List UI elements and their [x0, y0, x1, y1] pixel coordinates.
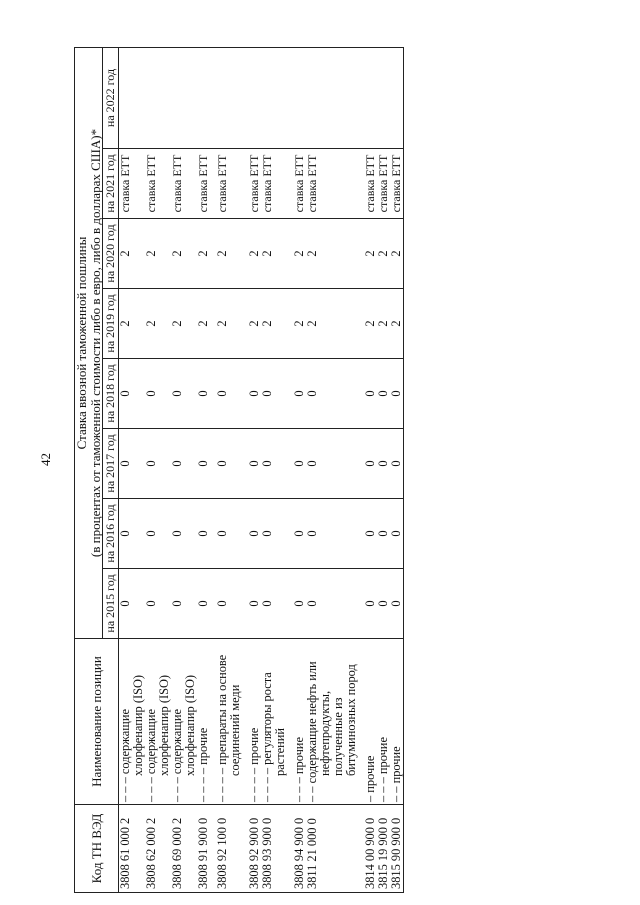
- rate-cell: 2: [118, 289, 145, 359]
- tariff-table: [74, 47, 404, 893]
- rate-cell: 0: [171, 359, 197, 429]
- rate-cell: 2: [293, 289, 306, 359]
- position-name-text: – – прочие: [389, 746, 404, 802]
- tn-ved-code: 3814 00 900 0: [364, 805, 377, 893]
- rate-cell: [197, 47, 210, 148]
- rate-cell: 0: [377, 429, 390, 499]
- tn-ved-code: 3815 19 900 0: [377, 805, 390, 893]
- rate-cell: 2: [293, 219, 306, 289]
- tn-ved-code: 3808 61 000 2: [118, 805, 145, 893]
- rate-cell: 2: [377, 289, 390, 359]
- table-row: [118, 47, 145, 892]
- rate-cell: 2: [145, 219, 171, 289]
- rate-cell: [145, 47, 171, 148]
- rate-cell: 0: [293, 569, 306, 639]
- rate-cell: 0: [248, 429, 261, 499]
- rate-cell: ставка ЕТТ: [364, 149, 377, 219]
- rate-cell: 0: [248, 569, 261, 639]
- rate-cell: ставка ЕТТ: [293, 149, 306, 219]
- position-name: [306, 639, 358, 805]
- rate-cell: [293, 47, 306, 148]
- rate-cell: 0: [306, 359, 358, 429]
- rate-cell: 2: [197, 219, 210, 289]
- rate-cell: 2: [248, 289, 261, 359]
- header-code: Код ТН ВЭД: [75, 805, 119, 893]
- rate-cell: [248, 47, 261, 148]
- rate-cell: 0: [364, 429, 377, 499]
- rate-cell: 0: [306, 429, 358, 499]
- rate-cell: ставка ЕТТ: [306, 149, 358, 219]
- header-year: на 2017 год: [103, 429, 119, 499]
- rate-cell: ставка ЕТТ: [261, 149, 287, 219]
- rate-cell: 0: [216, 429, 242, 499]
- rate-cell: 0: [364, 499, 377, 569]
- tn-ved-code: 3808 62 000 2: [145, 805, 171, 893]
- rate-cell: 0: [197, 359, 210, 429]
- rate-cell: 0: [306, 499, 358, 569]
- rate-cell: 0: [197, 499, 210, 569]
- rate-cell: ставка ЕТТ: [145, 149, 171, 219]
- rate-cell: 0: [145, 359, 171, 429]
- rate-cell: 2: [306, 219, 358, 289]
- tn-ved-code: 3808 69 000 2: [171, 805, 197, 893]
- tn-ved-code: 3808 94 900 0: [293, 805, 306, 893]
- rate-cell: 0: [293, 429, 306, 499]
- rate-cell: ставка ЕТТ: [171, 149, 197, 219]
- rate-cell: 0: [197, 429, 210, 499]
- rate-cell: 0: [145, 569, 171, 639]
- rate-cell: 0: [377, 359, 390, 429]
- header-year: на 2020 год: [103, 219, 119, 289]
- position-name-text: – – – – регуляторы роста растений: [260, 672, 288, 802]
- rate-cell: [216, 47, 242, 148]
- position-name-text: – – – – прочие: [247, 727, 262, 802]
- rate-cell: 2: [216, 219, 242, 289]
- position-name-text: – – – – прочие: [195, 727, 210, 802]
- rate-cell: 0: [390, 429, 404, 499]
- position-name: [171, 639, 197, 805]
- rate-cell: 2: [118, 219, 145, 289]
- rate-cell: 0: [390, 499, 404, 569]
- table-row: [145, 47, 171, 892]
- header-name: Наименование позиции: [75, 639, 119, 805]
- rate-cell: 0: [171, 569, 197, 639]
- rate-cell: 0: [377, 499, 390, 569]
- rate-cell: [261, 47, 287, 148]
- rate-cell: 0: [145, 499, 171, 569]
- rate-cell: 2: [248, 219, 261, 289]
- rate-cell: 2: [364, 219, 377, 289]
- table-row: [306, 47, 358, 892]
- rate-cell: 2: [390, 219, 404, 289]
- rate-cell: ставка ЕТТ: [248, 149, 261, 219]
- rate-cell: 2: [171, 219, 197, 289]
- rate-cell: [171, 47, 197, 148]
- rate-cell: ставка ЕТТ: [390, 149, 404, 219]
- table-row: [171, 47, 197, 892]
- position-name-text: – – содержащие нефть или нефтепродукты, полученные из битуминозных пород: [305, 661, 359, 802]
- rate-cell: 0: [377, 569, 390, 639]
- rate-cell: [377, 47, 390, 148]
- table-row: [197, 47, 210, 892]
- rate-cell: ставка ЕТТ: [197, 149, 210, 219]
- tn-ved-code: 3808 92 900 0: [248, 805, 261, 893]
- rate-cell: 0: [118, 499, 145, 569]
- rate-cell: 2: [197, 289, 210, 359]
- position-name: [145, 639, 171, 805]
- position-name-text: – – – прочие: [292, 737, 307, 802]
- rate-cell: 0: [390, 359, 404, 429]
- rate-cell: 2: [306, 289, 358, 359]
- rate-cell: 0: [216, 569, 242, 639]
- tn-ved-code: 3808 92 100 0: [216, 805, 242, 893]
- rate-cell: 0: [197, 569, 210, 639]
- rate-cell: 0: [261, 429, 287, 499]
- header-rate-subtitle: (в процентах от таможенной стоимости либо в евро, либо в долларах США)*: [87, 128, 103, 558]
- table-header: [75, 47, 119, 892]
- rate-cell: 0: [293, 359, 306, 429]
- tn-ved-code: 3808 91 900 0: [197, 805, 210, 893]
- header-rate-title: Ставка ввозной таможенной пошлины: [74, 236, 89, 450]
- rate-cell: 0: [118, 569, 145, 639]
- rate-cell: 2: [216, 289, 242, 359]
- rate-cell: 0: [293, 499, 306, 569]
- tn-ved-code: 3808 93 900 0: [261, 805, 287, 893]
- page-number: 42: [38, 453, 53, 466]
- table-row: [390, 47, 404, 892]
- rate-cell: 0: [248, 359, 261, 429]
- position-name: [118, 639, 145, 805]
- tn-ved-code: 3815 90 900 0: [390, 805, 404, 893]
- position-name: [216, 639, 242, 805]
- rate-cell: 0: [118, 359, 145, 429]
- rate-cell: 0: [364, 359, 377, 429]
- rate-cell: 2: [261, 289, 287, 359]
- rate-cell: 0: [364, 569, 377, 639]
- rate-cell: 0: [306, 569, 358, 639]
- rate-cell: 0: [261, 359, 287, 429]
- rate-cell: ставка ЕТТ: [118, 149, 145, 219]
- rate-cell: 0: [248, 499, 261, 569]
- rate-cell: 0: [261, 569, 287, 639]
- rate-cell: 2: [171, 289, 197, 359]
- rate-cell: 0: [171, 429, 197, 499]
- position-name: [390, 639, 404, 805]
- rate-cell: [306, 47, 358, 148]
- rate-cell: 2: [145, 289, 171, 359]
- tn-ved-code: 3811 21 000 0: [306, 805, 358, 893]
- header-year: на 2016 год: [103, 499, 119, 569]
- header-year: на 2018 год: [103, 359, 119, 429]
- header-year: на 2021 год: [103, 149, 119, 219]
- rate-cell: 0: [390, 569, 404, 639]
- rate-cell: 0: [216, 359, 242, 429]
- rate-cell: [364, 47, 377, 148]
- rate-cell: 2: [390, 289, 404, 359]
- rotated-table-wrapper: [74, 48, 614, 893]
- rate-cell: ставка ЕТТ: [216, 149, 242, 219]
- rate-cell: 0: [216, 499, 242, 569]
- rate-cell: 0: [171, 499, 197, 569]
- position-name: [197, 639, 210, 805]
- position-name: [261, 639, 287, 805]
- position-name-text: – – – содержащие хлорфенапир (ISO): [117, 674, 145, 802]
- rate-cell: 2: [261, 219, 287, 289]
- header-year: на 2022 год: [103, 47, 119, 148]
- table-row: [216, 47, 242, 892]
- position-name-text: – прочие: [363, 755, 378, 802]
- position-name-text: – – – – препараты на основе соединений меди: [214, 654, 242, 802]
- header-year: на 2015 год: [103, 569, 119, 639]
- rate-cell: 2: [364, 289, 377, 359]
- rate-cell: 0: [145, 429, 171, 499]
- rate-cell: [118, 47, 145, 148]
- rate-cell: [390, 47, 404, 148]
- position-name-text: – – – прочие: [376, 737, 391, 802]
- position-name-text: – – – содержащие хлорфенапир (ISO): [169, 674, 197, 802]
- table-row: [261, 47, 287, 892]
- rate-cell: 0: [261, 499, 287, 569]
- header-year: на 2019 год: [103, 289, 119, 359]
- rate-cell: ставка ЕТТ: [377, 149, 390, 219]
- header-rate-group: [75, 47, 103, 638]
- rate-cell: 2: [377, 219, 390, 289]
- table-body: [118, 47, 403, 892]
- rate-cell: 0: [118, 429, 145, 499]
- position-name-text: – – – содержащие хлорфенапир (ISO): [143, 674, 171, 802]
